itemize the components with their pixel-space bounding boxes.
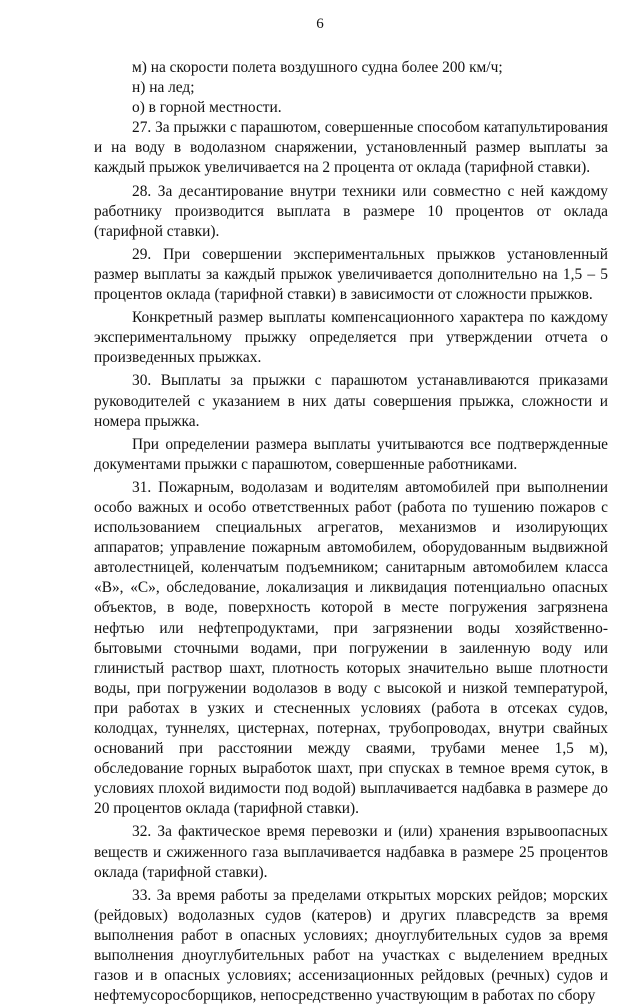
paragraph-item-m: м) на скорости полета воздушного судна более 200 км/ч;	[132, 59, 503, 76]
paragraph-33: 33. За время работы за пределами открытых морских рейдов; морских (рейдовых) водолазных судов (катеров) и других плавсредств за время выполнения работ в опасных условиях; дноуглубительных судов за время выполнения дноуглубительных работ на участках с выделением вредных газов и в опасных условиях; ассенизационных рейдовых (речных) судов и нефтемусоросборщиков, непосредственно участвующим в работах по сбору	[94, 886, 608, 1005]
paragraph-29: 29. При совершении экспериментальных прыжков установленный размер выплаты за каждый прыжок увеличивается дополнительно на 1,5 – 5 процентов оклада (тарифной ставки) в зависимости от сложности прыжков.	[94, 245, 608, 304]
paragraph-28: 28. За десантирование внутри техники или совместно с ней каждому работнику производится выплата в размере 10 процентов от оклада (тарифной ставки).	[94, 182, 608, 240]
paragraph-item-o: о) в горной местности.	[132, 99, 282, 117]
paragraph-27: 27. За прыжки с парашютом, совершенные способом катапультирования и на воду в водолазном снаряжении, установленный размер выплаты за каждый прыжок увеличивается на 2 процента от оклада (тарифной ставки).	[94, 119, 609, 177]
paragraph-30: 30. Выплаты за прыжки с парашютом устанавливаются приказами руководителей с указанием в них даты совершения прыжка, сложности и номера прыжка.	[94, 372, 608, 430]
paragraph-31: 31. Пожарным, водолазам и водителям автомобилей при выполнении особо важных и особо ответственных работ (работа по тушению пожаров с использованием специальных агрегатов, механизмов и изолирующих аппаратов; управление пожарным автомобилем, оборудованным выдвижной автолестницей, коленчатым подъемником; санитарным автомобилем класса «В», «С», обследование, локализация и ликвидация потенциально опасных объектов, в воде, поверхность которой в месте погружения загрязнена нефтью или нефтепродуктами, при загрязнении воды хозяйственно-бытовыми сточными водами, при погружении в заиленную воду или глинистый раствор шахт, плотность которых значительно выше плотности воды, при погружении водолазов в воду с высокой и низкой температурой, при работах в узких и стесненных условиях (работа в отсеках судов, колодцах, туннелях, цистернах, потернах, трубопроводах, внутри свайных оснований при расстоянии между сваями, трубами менее 1,5 м), обследование горных выработок шахт, при спусках в темное время суток, в условиях плохой видимости под водой) выплачивается надбавка в размере до 20 процентов оклада (тарифной ставки).	[94, 478, 608, 818]
paragraph-item-n: н) на лед;	[132, 79, 195, 97]
page-number: 6	[316, 16, 324, 32]
paragraph-30-continuation: При определении размера выплаты учитываются все подтвержденные документами прыжки с парашютом, совершенные работниками.	[94, 435, 608, 473]
document-body	[94, 58, 608, 1006]
paragraph-32: 32. За фактическое время перевозки и (или) хранения взрывоопасных веществ и сжиженного газа выплачивается надбавка в размере 25 процентов оклада (тарифной ставки).	[94, 823, 608, 881]
paragraph-29-continuation: Конкретный размер выплаты компенсационного характера по каждому экспериментальному прыжку определяется при утверждении отчета о произведенных прыжках.	[94, 309, 608, 367]
